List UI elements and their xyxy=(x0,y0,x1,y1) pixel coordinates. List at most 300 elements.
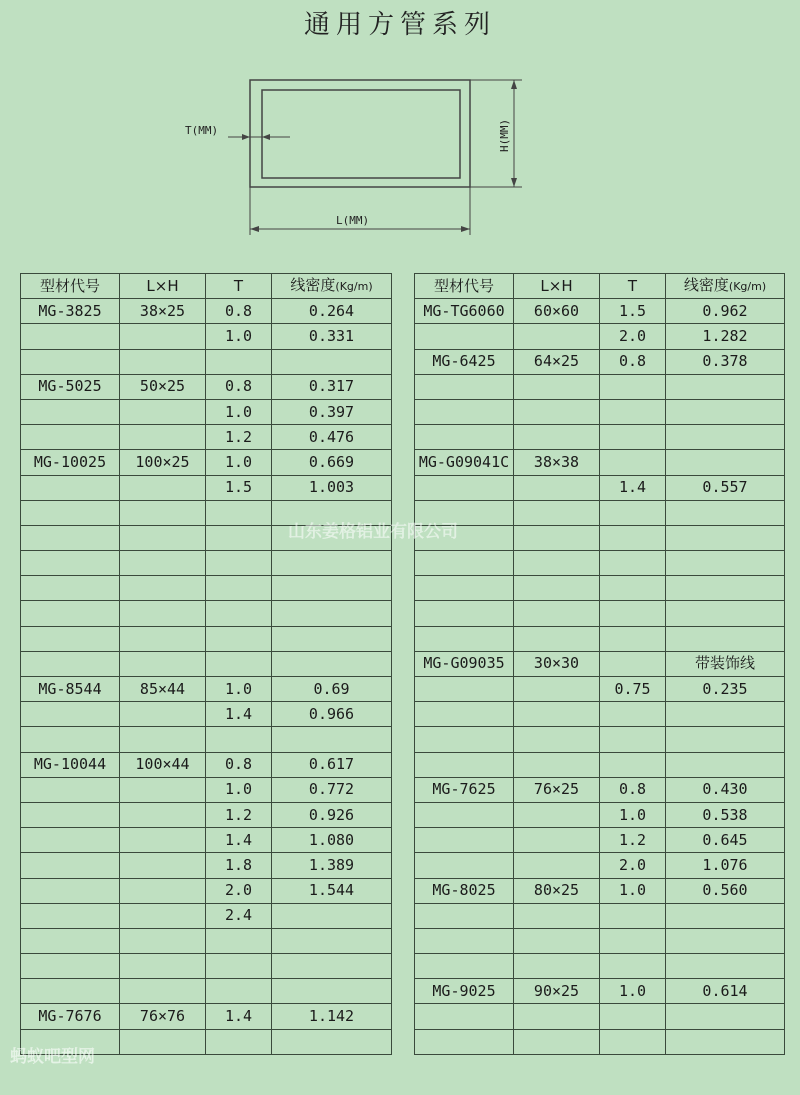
cell-size-left xyxy=(120,777,206,802)
cell-size-right: 90×25 xyxy=(514,979,600,1004)
cell-code-right xyxy=(415,853,514,878)
cell-size-right: 60×60 xyxy=(514,299,600,324)
cell-thickness-left: 1.0 xyxy=(206,450,272,475)
l-arrow-right xyxy=(461,226,470,232)
cell-density-left xyxy=(272,576,392,601)
table-row xyxy=(21,601,785,626)
cell-density-left: 1.544 xyxy=(272,878,392,903)
cell-size-right xyxy=(514,374,600,399)
cell-thickness-left: 0.8 xyxy=(206,374,272,399)
cell-density-right xyxy=(666,903,785,928)
cell-thickness-left xyxy=(206,500,272,525)
cell-code-right xyxy=(415,399,514,424)
table-row xyxy=(21,928,785,953)
page-title: 通用方管系列 xyxy=(303,10,496,40)
cell-code-left xyxy=(21,954,120,979)
cell-density-right xyxy=(666,727,785,752)
column-gap xyxy=(392,802,415,827)
cell-code-left: MG-10044 xyxy=(21,752,120,777)
tube-outer-edge xyxy=(250,80,470,187)
cell-size-right xyxy=(514,324,600,349)
cell-code-right xyxy=(415,551,514,576)
cell-code-left xyxy=(21,828,120,853)
cell-code-left xyxy=(21,500,120,525)
cell-code-right xyxy=(415,954,514,979)
cell-density-left xyxy=(272,551,392,576)
column-gap xyxy=(392,500,415,525)
cell-code-right xyxy=(415,525,514,550)
cell-code-left xyxy=(21,525,120,550)
column-gap xyxy=(392,702,415,727)
cell-size-right: 64×25 xyxy=(514,349,600,374)
cell-code-right: MG-G09041C xyxy=(415,450,514,475)
cell-size-right xyxy=(514,954,600,979)
cell-density-left xyxy=(272,626,392,651)
cell-density-right xyxy=(666,928,785,953)
cell-size-left: 38×25 xyxy=(120,299,206,324)
cell-size-right xyxy=(514,551,600,576)
table-row xyxy=(21,752,785,777)
cell-size-left: 85×44 xyxy=(120,677,206,702)
cell-density-right: 0.378 xyxy=(666,349,785,374)
cell-code-left xyxy=(21,853,120,878)
cell-code-right xyxy=(415,752,514,777)
cell-density-right: 1.076 xyxy=(666,853,785,878)
cell-thickness-left: 1.0 xyxy=(206,399,272,424)
cell-thickness-left: 1.0 xyxy=(206,677,272,702)
table-row xyxy=(21,777,785,802)
header-density-left: 线密度(Kg/m) xyxy=(272,274,392,299)
cell-density-left xyxy=(272,903,392,928)
cell-density-left xyxy=(272,349,392,374)
cell-size-right xyxy=(514,853,600,878)
cell-thickness-left xyxy=(206,525,272,550)
cell-code-left xyxy=(21,777,120,802)
column-gap xyxy=(392,374,415,399)
cell-code-right xyxy=(415,677,514,702)
column-gap xyxy=(392,828,415,853)
cell-thickness-left: 1.8 xyxy=(206,853,272,878)
cell-density-left xyxy=(272,500,392,525)
cell-size-right xyxy=(514,702,600,727)
cell-size-right xyxy=(514,802,600,827)
cell-code-right xyxy=(415,1004,514,1029)
tube-inner-edge xyxy=(262,90,460,178)
cell-code-left xyxy=(21,601,120,626)
cell-thickness-left: 0.8 xyxy=(206,299,272,324)
table-row xyxy=(21,425,785,450)
column-gap xyxy=(392,954,415,979)
cell-size-left xyxy=(120,500,206,525)
cell-size-left xyxy=(120,475,206,500)
t-dimension-label: T(MM) xyxy=(185,124,219,137)
cell-code-right xyxy=(415,702,514,727)
cell-density-right xyxy=(666,450,785,475)
cell-density-left: 0.926 xyxy=(272,802,392,827)
column-gap xyxy=(392,399,415,424)
table-row xyxy=(21,903,785,928)
cell-density-left xyxy=(272,651,392,676)
cell-density-left: 1.142 xyxy=(272,1004,392,1029)
cell-code-right xyxy=(415,500,514,525)
cell-size-right xyxy=(514,752,600,777)
cell-size-left xyxy=(120,399,206,424)
cell-thickness-right xyxy=(600,399,666,424)
table-row xyxy=(21,702,785,727)
table-row xyxy=(21,651,785,676)
cell-code-right xyxy=(415,576,514,601)
cell-size-left xyxy=(120,425,206,450)
cell-thickness-right: 1.0 xyxy=(600,878,666,903)
cell-thickness-left xyxy=(206,601,272,626)
column-gap xyxy=(392,903,415,928)
cell-density-right xyxy=(666,551,785,576)
cell-size-left xyxy=(120,601,206,626)
table-row xyxy=(21,551,785,576)
table-row xyxy=(21,802,785,827)
table-header-row xyxy=(21,274,785,299)
cell-code-left xyxy=(21,928,120,953)
cell-density-left xyxy=(272,1029,392,1054)
cell-density-right: 0.557 xyxy=(666,475,785,500)
cell-density-right xyxy=(666,702,785,727)
cell-code-left xyxy=(21,349,120,374)
table-row xyxy=(21,475,785,500)
l-arrow-left xyxy=(250,226,259,232)
cell-thickness-right xyxy=(600,601,666,626)
column-gap xyxy=(392,576,415,601)
cell-thickness-left: 1.2 xyxy=(206,425,272,450)
cell-size-right xyxy=(514,475,600,500)
h-arrow-bottom xyxy=(511,178,517,187)
cell-size-left xyxy=(120,576,206,601)
cell-density-left: 1.080 xyxy=(272,828,392,853)
cell-code-left: MG-3825 xyxy=(21,299,120,324)
table-row xyxy=(21,299,785,324)
cell-code-left xyxy=(21,1029,120,1054)
cell-code-left xyxy=(21,651,120,676)
cell-density-left: 0.772 xyxy=(272,777,392,802)
header-thickness-left: T xyxy=(206,274,272,299)
cell-code-left: MG-7676 xyxy=(21,1004,120,1029)
cell-code-right xyxy=(415,601,514,626)
column-gap xyxy=(392,601,415,626)
cell-thickness-right xyxy=(600,450,666,475)
cell-thickness-right: 1.0 xyxy=(600,802,666,827)
cell-thickness-left xyxy=(206,651,272,676)
table-row xyxy=(21,828,785,853)
column-gap xyxy=(392,752,415,777)
cell-code-right: MG-G09035 xyxy=(415,651,514,676)
cell-size-right: 38×38 xyxy=(514,450,600,475)
cell-size-left xyxy=(120,727,206,752)
cell-size-right xyxy=(514,525,600,550)
cell-density-right: 0.614 xyxy=(666,979,785,1004)
cell-size-right xyxy=(514,677,600,702)
cell-density-right: 0.538 xyxy=(666,802,785,827)
cell-thickness-left: 1.0 xyxy=(206,324,272,349)
table-row xyxy=(21,954,785,979)
cell-code-right: MG-6425 xyxy=(415,349,514,374)
cell-thickness-left: 1.4 xyxy=(206,828,272,853)
cell-thickness-right xyxy=(600,727,666,752)
cell-density-left xyxy=(272,525,392,550)
cell-density-left: 0.69 xyxy=(272,677,392,702)
cell-thickness-right: 1.4 xyxy=(600,475,666,500)
cell-thickness-right: 1.5 xyxy=(600,299,666,324)
cell-thickness-right xyxy=(600,576,666,601)
cell-size-right: 76×25 xyxy=(514,777,600,802)
cell-code-right xyxy=(415,324,514,349)
cell-size-left xyxy=(120,802,206,827)
header-density-right: 线密度(Kg/m) xyxy=(666,274,785,299)
cell-thickness-right xyxy=(600,1004,666,1029)
cell-code-right: MG-8025 xyxy=(415,878,514,903)
table-row xyxy=(21,979,785,1004)
cell-density-right: 0.560 xyxy=(666,878,785,903)
column-gap xyxy=(392,425,415,450)
cell-size-left xyxy=(120,651,206,676)
cell-thickness-left xyxy=(206,1029,272,1054)
cell-density-left xyxy=(272,979,392,1004)
cell-thickness-left: 2.0 xyxy=(206,878,272,903)
spec-table xyxy=(20,273,785,1055)
cell-thickness-left xyxy=(206,979,272,1004)
cell-size-left xyxy=(120,828,206,853)
cell-density-right xyxy=(666,626,785,651)
cell-thickness-right xyxy=(600,752,666,777)
cell-density-right xyxy=(666,374,785,399)
column-gap xyxy=(392,928,415,953)
cell-density-right: 带装饰线 xyxy=(666,651,785,676)
cell-code-left xyxy=(21,979,120,1004)
cell-size-left: 76×76 xyxy=(120,1004,206,1029)
cell-size-left: 50×25 xyxy=(120,374,206,399)
header-size-left: L×H xyxy=(120,274,206,299)
cell-thickness-right xyxy=(600,500,666,525)
h-dimension-label: H(MM) xyxy=(498,118,511,152)
cell-size-left xyxy=(120,702,206,727)
cell-density-left: 1.389 xyxy=(272,853,392,878)
table-row xyxy=(21,677,785,702)
cell-density-right: 0.645 xyxy=(666,828,785,853)
t-arrow-right xyxy=(242,134,250,140)
cell-density-right xyxy=(666,576,785,601)
table-body xyxy=(21,299,785,1055)
cell-code-right xyxy=(415,928,514,953)
cell-size-right xyxy=(514,1004,600,1029)
cell-code-left: MG-5025 xyxy=(21,374,120,399)
column-gap xyxy=(392,450,415,475)
cell-density-right xyxy=(666,500,785,525)
cell-thickness-right xyxy=(600,928,666,953)
cell-density-left: 0.397 xyxy=(272,399,392,424)
header-thickness-right: T xyxy=(600,274,666,299)
cell-code-right: MG-9025 xyxy=(415,979,514,1004)
cell-density-right: 0.962 xyxy=(666,299,785,324)
table-row xyxy=(21,878,785,903)
column-gap xyxy=(392,475,415,500)
cell-size-right xyxy=(514,500,600,525)
cell-size-left xyxy=(120,551,206,576)
column-gap xyxy=(392,525,415,550)
cell-thickness-right xyxy=(600,551,666,576)
cell-size-right xyxy=(514,903,600,928)
column-gap xyxy=(392,626,415,651)
t-arrow-left xyxy=(262,134,270,140)
cell-code-left: MG-10025 xyxy=(21,450,120,475)
cell-size-right xyxy=(514,425,600,450)
table-row xyxy=(21,626,785,651)
cell-code-left xyxy=(21,903,120,928)
cell-code-right: MG-TG6060 xyxy=(415,299,514,324)
cell-thickness-right xyxy=(600,702,666,727)
cell-size-left: 100×25 xyxy=(120,450,206,475)
cell-thickness-right: 0.8 xyxy=(600,349,666,374)
cell-code-left xyxy=(21,399,120,424)
table-row xyxy=(21,727,785,752)
cell-density-left: 0.317 xyxy=(272,374,392,399)
table-row xyxy=(21,1029,785,1054)
cell-thickness-left: 1.4 xyxy=(206,702,272,727)
cell-size-right xyxy=(514,601,600,626)
watermark-company: 山东姜格铝业有限公司 xyxy=(288,522,458,542)
cell-thickness-right xyxy=(600,1029,666,1054)
column-gap xyxy=(392,727,415,752)
cell-density-left: 0.966 xyxy=(272,702,392,727)
cell-code-right xyxy=(415,425,514,450)
cell-thickness-left xyxy=(206,626,272,651)
cell-size-left xyxy=(120,1029,206,1054)
cell-size-left xyxy=(120,626,206,651)
cell-code-right: MG-7625 xyxy=(415,777,514,802)
cell-code-left xyxy=(21,324,120,349)
cell-size-right xyxy=(514,399,600,424)
column-gap xyxy=(392,878,415,903)
header-code-right: 型材代号 xyxy=(415,274,514,299)
cell-thickness-left xyxy=(206,551,272,576)
column-gap xyxy=(392,677,415,702)
cell-code-left xyxy=(21,475,120,500)
cell-thickness-left xyxy=(206,576,272,601)
column-gap xyxy=(392,274,415,299)
header-code-left: 型材代号 xyxy=(21,274,120,299)
cell-thickness-left: 1.5 xyxy=(206,475,272,500)
cell-thickness-right xyxy=(600,903,666,928)
cell-density-right xyxy=(666,1029,785,1054)
cell-code-right xyxy=(415,374,514,399)
column-gap xyxy=(392,324,415,349)
cell-density-left: 0.669 xyxy=(272,450,392,475)
cell-code-left xyxy=(21,878,120,903)
table-row xyxy=(21,500,785,525)
table-row xyxy=(21,1004,785,1029)
column-gap xyxy=(392,853,415,878)
cell-size-right xyxy=(514,727,600,752)
cell-density-left: 0.331 xyxy=(272,324,392,349)
cell-size-left xyxy=(120,324,206,349)
cell-thickness-left xyxy=(206,727,272,752)
cell-code-right xyxy=(415,626,514,651)
table-row xyxy=(21,399,785,424)
cell-thickness-right xyxy=(600,374,666,399)
cell-thickness-right: 2.0 xyxy=(600,324,666,349)
cell-density-left: 0.264 xyxy=(272,299,392,324)
cell-size-right xyxy=(514,626,600,651)
column-gap xyxy=(392,551,415,576)
cell-density-left xyxy=(272,727,392,752)
cell-density-right xyxy=(666,1004,785,1029)
cell-size-left xyxy=(120,979,206,1004)
column-gap xyxy=(392,349,415,374)
table-row xyxy=(21,450,785,475)
cell-thickness-left: 0.8 xyxy=(206,752,272,777)
table-row xyxy=(21,576,785,601)
cell-code-left xyxy=(21,576,120,601)
header-size-right: L×H xyxy=(514,274,600,299)
cell-thickness-left: 1.2 xyxy=(206,802,272,827)
cell-density-right xyxy=(666,752,785,777)
cell-size-left xyxy=(120,525,206,550)
cell-size-right: 80×25 xyxy=(514,878,600,903)
cell-code-left: MG-8544 xyxy=(21,677,120,702)
cell-thickness-left: 1.0 xyxy=(206,777,272,802)
cell-code-left xyxy=(21,626,120,651)
column-gap xyxy=(392,299,415,324)
cell-thickness-right xyxy=(600,954,666,979)
cell-thickness-left: 2.4 xyxy=(206,903,272,928)
table-row xyxy=(21,853,785,878)
cell-size-right xyxy=(514,928,600,953)
table-row xyxy=(21,349,785,374)
cell-code-right xyxy=(415,828,514,853)
cell-thickness-left xyxy=(206,349,272,374)
tube-cross-section-diagram xyxy=(0,0,800,270)
cell-density-right xyxy=(666,601,785,626)
cell-code-right xyxy=(415,1029,514,1054)
column-gap xyxy=(392,1029,415,1054)
table-row xyxy=(21,324,785,349)
cell-density-right xyxy=(666,954,785,979)
cell-size-left xyxy=(120,878,206,903)
cell-size-left xyxy=(120,853,206,878)
cell-size-left xyxy=(120,954,206,979)
cell-size-left xyxy=(120,928,206,953)
table-row xyxy=(21,525,785,550)
cell-size-left xyxy=(120,349,206,374)
cell-thickness-left: 1.4 xyxy=(206,1004,272,1029)
cell-thickness-right xyxy=(600,626,666,651)
l-dimension-label: L(MM) xyxy=(336,214,370,227)
cell-code-right xyxy=(415,727,514,752)
column-gap xyxy=(392,1004,415,1029)
cell-thickness-right xyxy=(600,651,666,676)
cell-thickness-left xyxy=(206,928,272,953)
cell-code-right xyxy=(415,903,514,928)
column-gap xyxy=(392,777,415,802)
cell-density-right xyxy=(666,425,785,450)
cell-code-left xyxy=(21,802,120,827)
cell-density-left: 0.617 xyxy=(272,752,392,777)
cell-thickness-right: 1.0 xyxy=(600,979,666,1004)
cell-density-left xyxy=(272,954,392,979)
cell-density-right: 0.235 xyxy=(666,677,785,702)
column-gap xyxy=(392,651,415,676)
cell-thickness-left xyxy=(206,954,272,979)
table-row xyxy=(21,374,785,399)
cell-code-left xyxy=(21,551,120,576)
cell-code-left xyxy=(21,702,120,727)
